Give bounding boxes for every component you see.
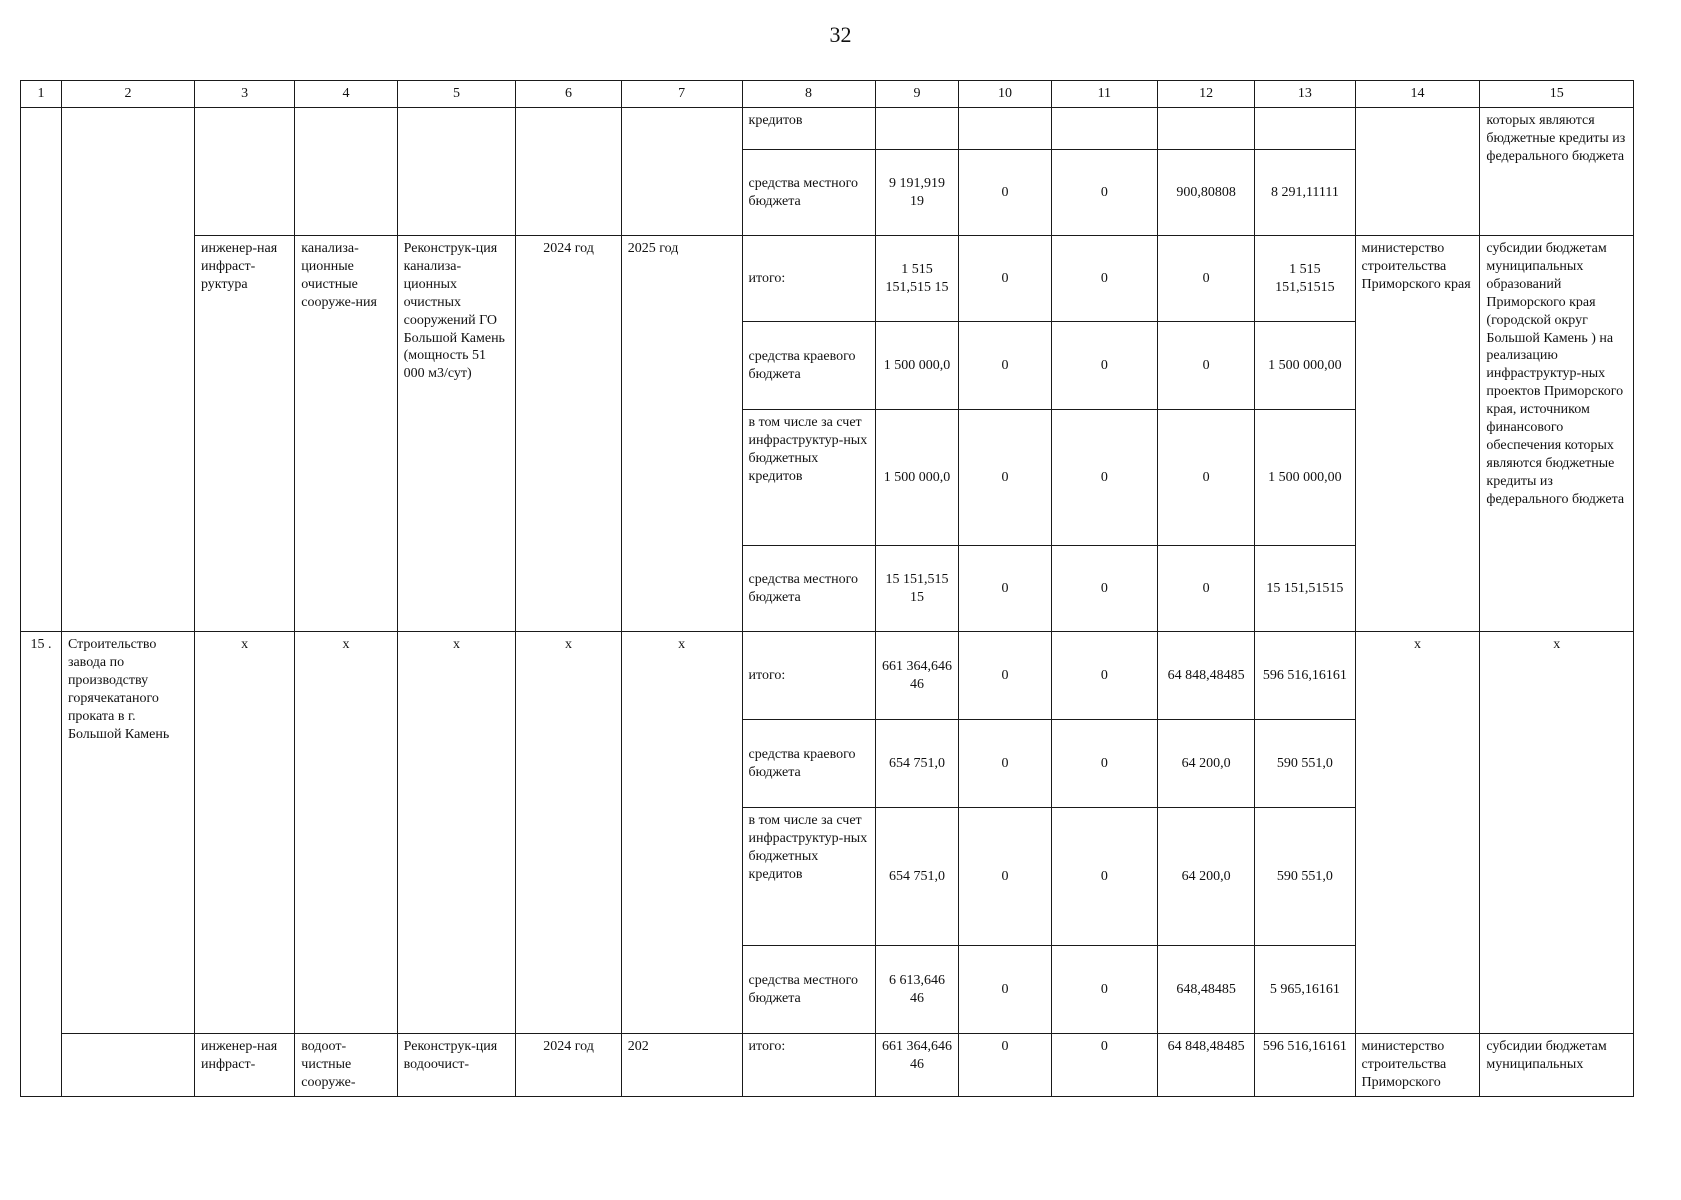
cell-funding-source: средства местного бюджета [742, 946, 875, 1034]
cell-value: 64 200,0 [1158, 720, 1255, 808]
cell-value: 0 [959, 720, 1051, 808]
header-cell: 10 [959, 81, 1051, 108]
cell-value: 590 551,0 [1255, 808, 1355, 946]
header-cell: 5 [397, 81, 516, 108]
cell-value: 0 [1158, 410, 1255, 546]
cell-start-year: 2024 год [516, 1034, 621, 1097]
cell-funding-source: средства местного бюджета [742, 546, 875, 632]
page-number: 32 [829, 22, 852, 47]
cell-funding-source: в том числе за счет инфраструктур-ных бюджетных кредитов [742, 808, 875, 946]
cell-value: 0 [1158, 236, 1255, 322]
cell-value: 64 200,0 [1158, 808, 1255, 946]
cell-value: 1 500 000,00 [1255, 410, 1355, 546]
cell-purpose: субсидии бюджетам муниципальных [1480, 1034, 1634, 1097]
cell-value: 654 751,0 [875, 720, 959, 808]
cell-value: 0 [959, 546, 1051, 632]
cell-object-name [61, 1034, 194, 1097]
cell-sector: инженер-ная инфраст- [194, 1034, 294, 1097]
header-row [21, 81, 1634, 108]
cell-funding-source: итого: [742, 632, 875, 720]
cell-value: 654 751,0 [875, 808, 959, 946]
cell-object-name: Строительство завода по производству горячекатаного проката в г. Большой Камень [61, 632, 194, 1034]
cell-value: 15 151,51515 [1255, 546, 1355, 632]
cell-project-name: Реконструк-ция водоочист- [397, 1034, 516, 1097]
cell-end-year: х [621, 632, 742, 1034]
cell-value: 0 [1051, 808, 1157, 946]
cell-object-type: водоот-чистные сооруже- [295, 1034, 397, 1097]
cell-value: 596 516,16161 [1255, 1034, 1355, 1097]
header-cell: 12 [1158, 81, 1255, 108]
budget-table [20, 80, 1634, 1097]
cell-value: 661 364,646 46 [875, 1034, 959, 1097]
cell-number: 15 . [21, 632, 62, 1097]
cell-sector: х [194, 632, 294, 1034]
cell-value: 1 515 151,515 15 [875, 236, 959, 322]
cell-value: 590 551,0 [1255, 720, 1355, 808]
cell-funding-source: в том числе за счет инфраструктур-ных бюджетных кредитов [742, 410, 875, 546]
cell-sector: инженер-ная инфраст-руктура [194, 236, 294, 632]
header-cell: 14 [1355, 81, 1480, 108]
cell-value: 1 515 151,51515 [1255, 236, 1355, 322]
cell-object-type: х [295, 632, 397, 1034]
cell-object-name [61, 108, 194, 632]
cell-value: 0 [959, 150, 1051, 236]
cell-value: 0 [959, 632, 1051, 720]
cell-project-name: Реконструк-ция канализа-ционных очистных сооружений ГО Большой Камень (мощность 51 000 м3/сут) [397, 236, 516, 632]
cell-responsible: министерство строительства Приморского [1355, 1034, 1480, 1097]
cell-value: 0 [1051, 946, 1157, 1034]
cell-value: 64 848,48485 [1158, 632, 1255, 720]
header-cell: 2 [61, 81, 194, 108]
cell-purpose: субсидии бюджетам муниципальных образований Приморского края (городской округ Большой Камень ) на реализацию инфраструктур-ных проектов Приморского края, источником финансового обеспечения которых являются бюджетные кредиты из федерального бюджета [1480, 236, 1634, 632]
cell-object-type: канализа-ционные очистные сооруже-ния [295, 236, 397, 632]
cell-value: 900,80808 [1158, 150, 1255, 236]
cell-funding-source: итого: [742, 1034, 875, 1097]
cell-value: 0 [1051, 410, 1157, 546]
cell-project-name: х [397, 632, 516, 1034]
header-cell: 3 [194, 81, 294, 108]
table-row [21, 632, 1634, 720]
header-cell: 8 [742, 81, 875, 108]
cell-start-year: х [516, 632, 621, 1034]
cell-value: 15 151,515 15 [875, 546, 959, 632]
cell-end-year: 202 [621, 1034, 742, 1097]
header-cell: 7 [621, 81, 742, 108]
header-cell: 9 [875, 81, 959, 108]
cell-number [21, 108, 62, 632]
table-row [21, 236, 1634, 322]
cell-value: 9 191,919 19 [875, 150, 959, 236]
cell-value: 0 [1051, 546, 1157, 632]
cell-funding-source: средства местного бюджета [742, 150, 875, 236]
cell-value: 0 [1158, 546, 1255, 632]
cell-value: 0 [1051, 1034, 1157, 1097]
cell-value: 0 [1051, 720, 1157, 808]
cell-value: 0 [959, 322, 1051, 410]
cell-value: 0 [1051, 322, 1157, 410]
cell-value: 1 500 000,00 [1255, 322, 1355, 410]
header-cell: 4 [295, 81, 397, 108]
cell-value: 0 [1051, 236, 1157, 322]
cell-value: 661 364,646 46 [875, 632, 959, 720]
cell-value: 1 500 000,0 [875, 322, 959, 410]
table-row [21, 1034, 1634, 1097]
cell-purpose: которых являются бюджетные кредиты из федерального бюджета [1480, 108, 1634, 236]
cell-value: 0 [959, 946, 1051, 1034]
cell-value: 5 965,16161 [1255, 946, 1355, 1034]
cell-responsible: х [1355, 632, 1480, 1034]
cell-value: 1 500 000,0 [875, 410, 959, 546]
table-row [21, 108, 1634, 150]
cell-value: 648,48485 [1158, 946, 1255, 1034]
cell-funding-source: средства краевого бюджета [742, 720, 875, 808]
header-cell: 1 [21, 81, 62, 108]
cell-value: 0 [959, 236, 1051, 322]
cell-value: 0 [959, 1034, 1051, 1097]
cell-value: 0 [1158, 322, 1255, 410]
header-cell: 15 [1480, 81, 1634, 108]
cell-end-year: 2025 год [621, 236, 742, 632]
cell-funding-source: итого: [742, 236, 875, 322]
cell-value: 6 613,646 46 [875, 946, 959, 1034]
cell-value: 0 [959, 410, 1051, 546]
cell-funding-source: кредитов [742, 108, 875, 150]
cell-funding-source: средства краевого бюджета [742, 322, 875, 410]
cell-value: 0 [1051, 632, 1157, 720]
cell-value: 64 848,48485 [1158, 1034, 1255, 1097]
cell-purpose: х [1480, 632, 1634, 1034]
cell-value: 8 291,11111 [1255, 150, 1355, 236]
cell-value: 0 [959, 808, 1051, 946]
header-cell: 13 [1255, 81, 1355, 108]
cell-start-year: 2024 год [516, 236, 621, 632]
header-cell: 6 [516, 81, 621, 108]
cell-value: 596 516,16161 [1255, 632, 1355, 720]
header-cell: 11 [1051, 81, 1157, 108]
cell-value: 0 [1051, 150, 1157, 236]
cell-responsible: министерство строительства Приморского края [1355, 236, 1480, 632]
